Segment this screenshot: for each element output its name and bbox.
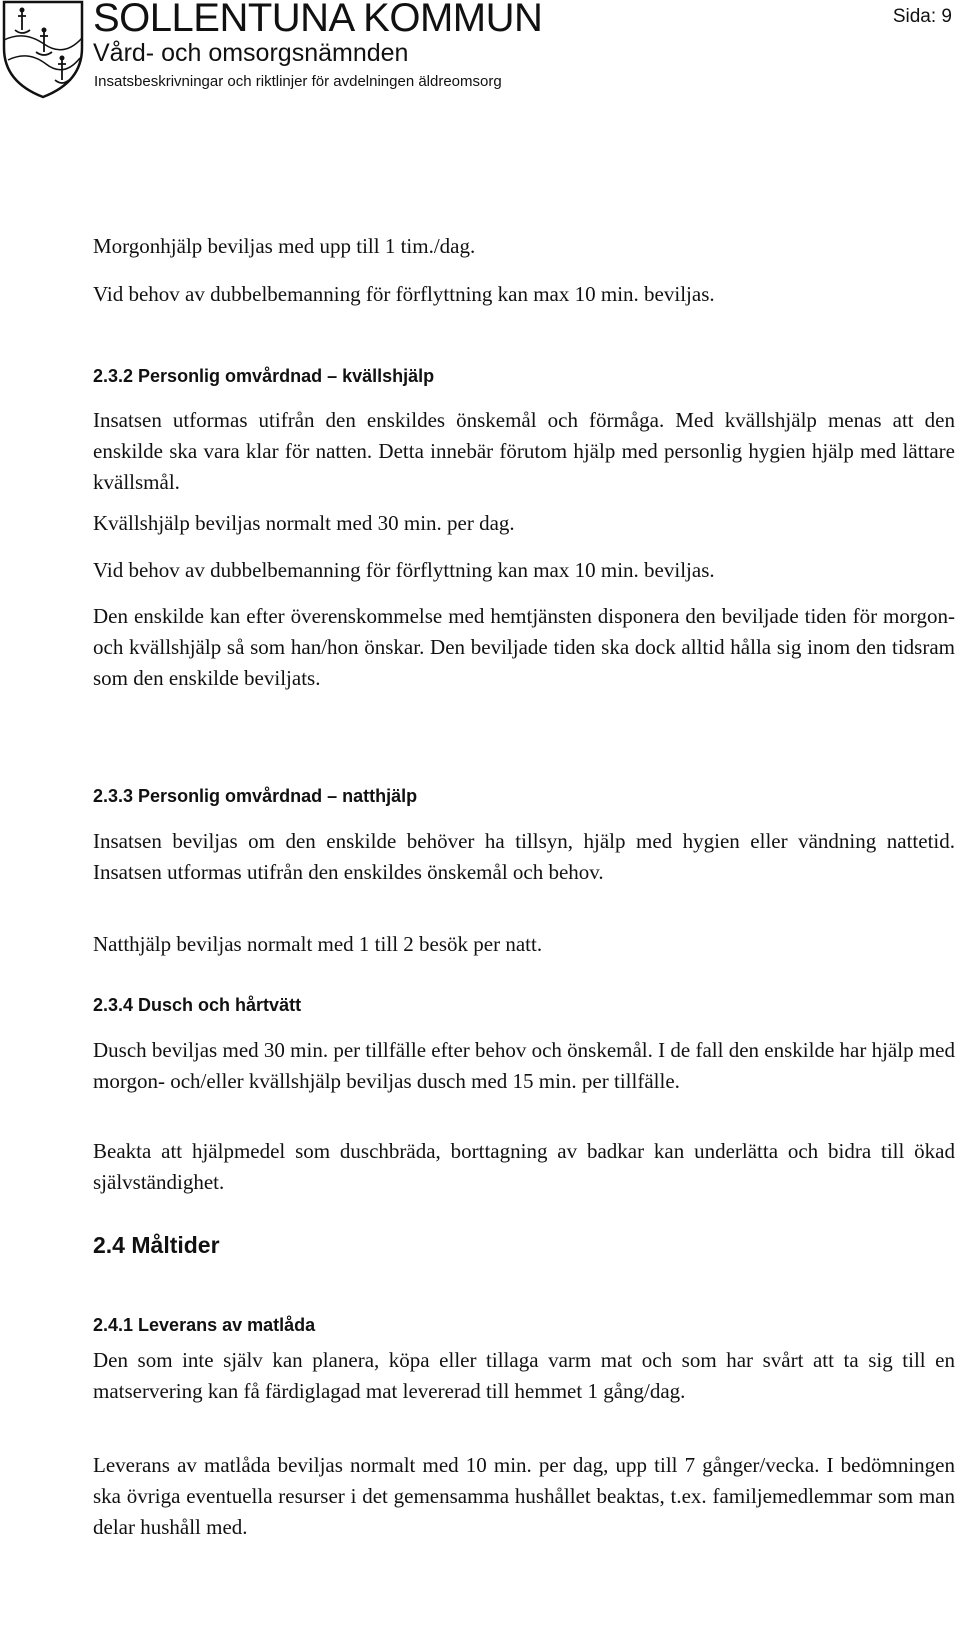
section-heading: 2.4 Måltider [93,1232,220,1258]
organization-name: SOLLENTUNA KOMMUN [93,0,543,40]
section-heading: 2.3.2 Personlig omvårdnad – kvällshjälp [93,366,435,386]
document-subtitle: Insatsbeskrivningar och riktlinjer för avdelningen äldreomsorg [94,73,502,90]
paragraph: Insatsen beviljas om den enskilde behöver ha tillsyn, hjälp med hygien eller vändning nattetid. Insatsen utformas utifrån den enskildes önskemål och behov. [93,829,955,884]
paragraph: Insatsen utformas utifrån den enskildes önskemål och förmåga. Med kvällshjälp menas att den enskilde ska vara klar för natten. Detta innebär förutom hjälp med personlig hygien hjälp med lättare kvällsmål. [93,408,955,494]
paragraph: Vid behov av dubbelbemanning för förflyttning kan max 10 min. beviljas. [93,282,715,306]
section-heading: 2.3.3 Personlig omvårdnad – natthjälp [93,786,418,806]
paragraph: Morgonhjälp beviljas med upp till 1 tim./dag. [93,234,476,258]
department-name: Vård- och omsorgsnämnden [93,39,409,67]
section-heading: 2.4.1 Leverans av matlåda [93,1315,316,1335]
paragraph: Beakta att hjälpmedel som duschbräda, borttagning av badkar kan underlätta och bidra till ökad självständighet. [93,1139,955,1194]
paragraph: Vid behov av dubbelbemanning för förflyttning kan max 10 min. beviljas. [93,558,715,582]
paragraph: Den enskilde kan efter överenskommelse med hemtjänsten disponera den beviljade tiden för morgon- och kvällshjälp så som han/hon önskar. Den beviljade tiden ska dock alltid hålla sig inom den tidsram som den enskilde beviljats. [93,604,955,690]
municipal-coat-of-arms-icon [0,0,86,100]
section-heading: 2.3.4 Dusch och hårtvätt [93,995,302,1015]
page-number: Sida: 9 [892,6,952,27]
paragraph: Leverans av matlåda beviljas normalt med 10 min. per dag, upp till 7 gånger/vecka. I bedömningen ska övriga eventuella resurser i det gemensamma hushållet beaktas, t.ex. familjemedlemmar som man delar hushåll med. [93,1453,955,1539]
document-header [0,0,960,110]
paragraph: Kvällshjälp beviljas normalt med 30 min. per dag. [93,511,515,535]
paragraph: Natthjälp beviljas normalt med 1 till 2 besök per natt. [93,932,543,956]
paragraph: Dusch beviljas med 30 min. per tillfälle efter behov och önskemål. I de fall den enskilde har hjälp med morgon- och/eller kvällshjälp beviljas dusch med 15 min. per tillfälle. [93,1038,955,1093]
paragraph: Den som inte själv kan planera, köpa eller tillaga varm mat och som har svårt att ta sig till en matservering kan få färdiglagad mat levererad till hemmet 1 gång/dag. [93,1348,955,1403]
